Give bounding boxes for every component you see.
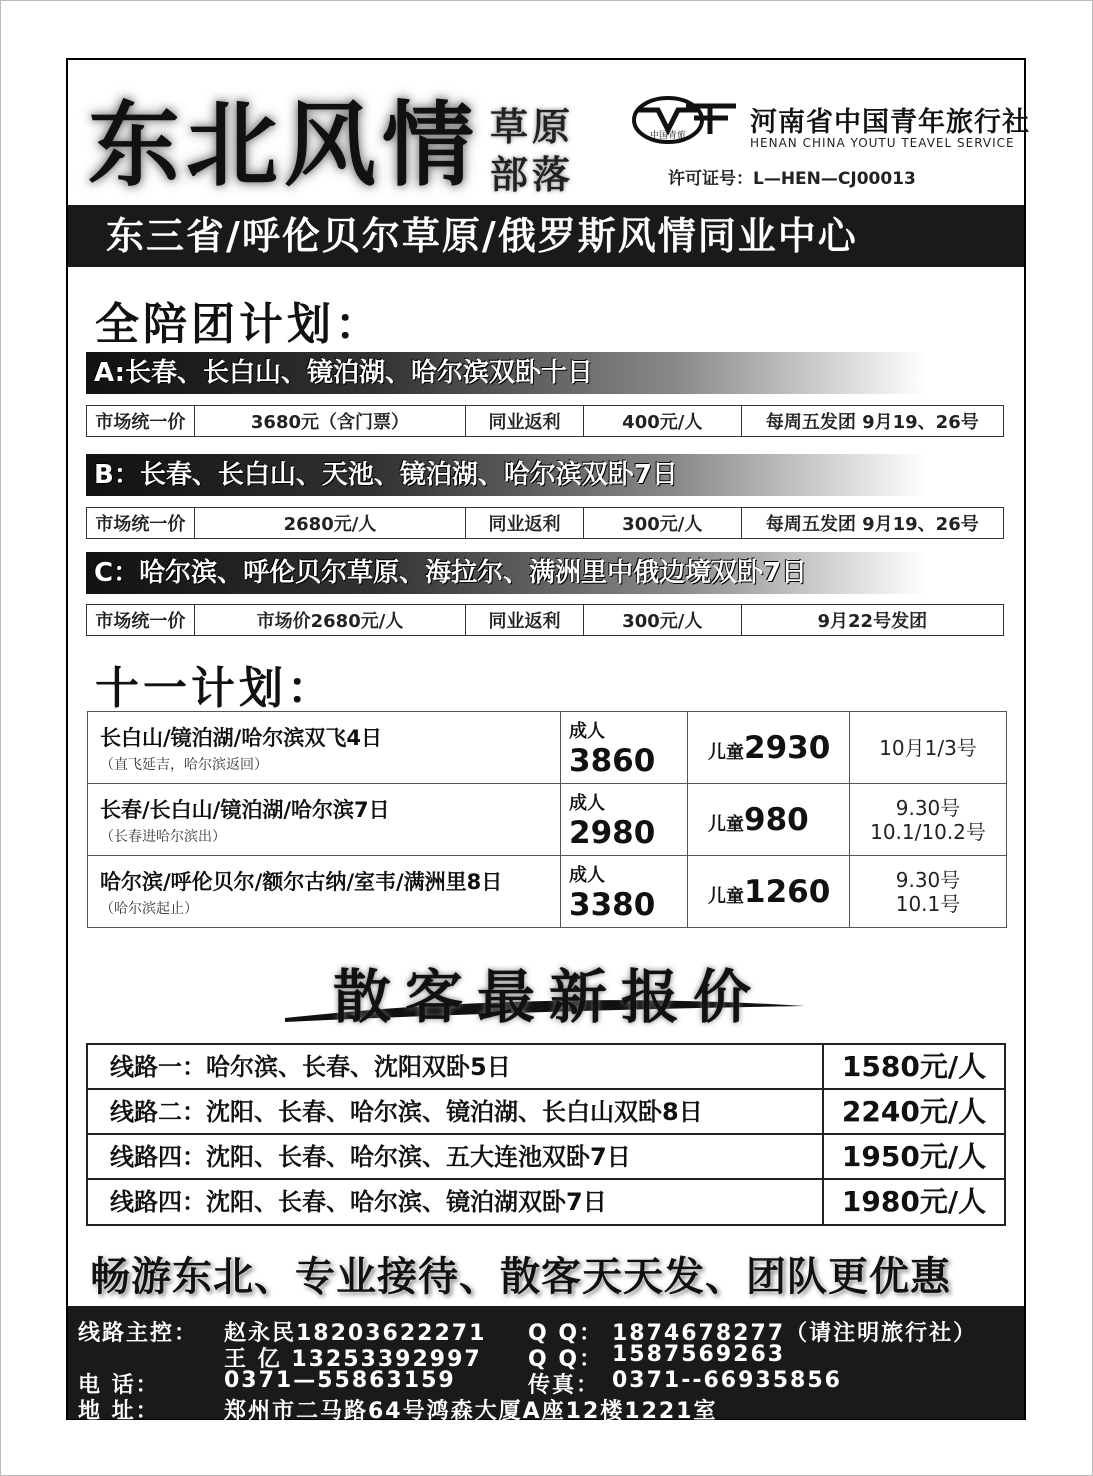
loose-price: 1950元/人	[841, 1140, 987, 1173]
agency-logo-icon	[628, 90, 738, 150]
departure-date: 9.30号	[895, 867, 961, 892]
table-row	[88, 1090, 1004, 1135]
child-price-cell	[688, 712, 850, 784]
license-number: 许可证号：L—HEN—CJ00013	[668, 169, 916, 189]
qq-1: 1874678277（请注明旅行社）	[612, 1321, 978, 1346]
adult-price-cell	[561, 856, 688, 928]
adult-price-cell	[561, 712, 688, 784]
child-price: 2930	[744, 729, 831, 766]
loose-price: 1980元/人	[841, 1185, 987, 1218]
contact-2: 王 亿 13253392997	[224, 1347, 482, 1372]
adult-price-cell	[561, 784, 688, 856]
loose-route: 线路一：哈尔滨、长春、沈阳双卧5日	[88, 1045, 824, 1088]
agency-english-name: HENAN CHINA YOUTU TEAVEL SERVICE	[750, 136, 1015, 150]
loose-price-table	[86, 1043, 1006, 1226]
route-note: （直飞延吉，哈尔滨返回）	[100, 756, 268, 773]
loose-route: 线路二：沈阳、长春、哈尔滨、镜泊湖、长白山双卧8日	[88, 1090, 824, 1133]
table-row	[88, 1135, 1004, 1180]
rebate-label: 同业返利	[466, 605, 584, 635]
market-price-label: 市场统一价	[87, 605, 195, 635]
contact-1: 赵永民18203622271	[224, 1321, 487, 1346]
full-escort-title: 全陪团计划：	[95, 299, 383, 350]
qq-2: 1587569263	[612, 1342, 786, 1367]
qq-label: Q Q：	[528, 1321, 604, 1346]
market-price: 市场价2680元/人	[195, 605, 466, 635]
adult-price: 2980	[569, 814, 656, 851]
table-row	[88, 784, 1007, 856]
adult-price: 3380	[569, 886, 656, 923]
market-price-label: 市场统一价	[87, 406, 195, 436]
child-price-cell	[688, 784, 850, 856]
route-name: 长白山/镜泊湖/哈尔滨双飞4日	[100, 725, 382, 750]
rebate-value: 400元/人	[584, 406, 742, 436]
child-price: 980	[744, 801, 809, 838]
route-b-bar: B：长春、长白山、天池、镜泊湖、哈尔滨双卧7日	[86, 454, 926, 496]
adult-label: 成人	[569, 720, 605, 742]
loose-title-block	[285, 950, 805, 1030]
route-a-bar: A:长春、长白山、镜泊湖、哈尔滨双卧十日	[86, 352, 926, 394]
departure-schedule: 9月22号发团	[817, 611, 928, 632]
fax-label: 传真：	[528, 1373, 601, 1398]
national-day-table	[87, 711, 1007, 928]
adult-label: 成人	[569, 792, 605, 814]
route-cell	[88, 856, 561, 928]
national-day-title: 十一计划：	[95, 663, 335, 714]
address: 郑州市二马路64号鸿森大厦A座12楼1221室	[224, 1399, 718, 1424]
route-control-label: 线路主控：	[78, 1321, 199, 1346]
child-label: 儿童	[708, 813, 744, 835]
departure-date: 10月1/3号	[879, 735, 977, 760]
phone-label: 电 话：	[78, 1373, 160, 1398]
qq-label-2: Q Q：	[528, 1347, 604, 1372]
route-a-price-row	[86, 405, 1004, 437]
route-note: （哈尔滨起止）	[100, 900, 198, 917]
subtitle-grassland: 草原	[490, 104, 575, 149]
logo-text: 中国青旅	[649, 131, 687, 141]
route-cell	[88, 712, 561, 784]
loose-price: 1580元/人	[841, 1050, 987, 1083]
loose-route: 线路四：沈阳、长春、哈尔滨、五大连池双卧7日	[88, 1135, 824, 1178]
loose-route: 线路四：沈阳、长春、哈尔滨、镜泊湖双卧7日	[88, 1180, 824, 1225]
agency-name: 河南省中国青年旅行社	[750, 107, 1030, 138]
loose-title: 散客最新报价	[333, 963, 766, 1031]
table-row	[88, 1045, 1004, 1090]
table-row	[88, 1180, 1004, 1225]
departure-schedule: 每周五发团 9月19、26号	[765, 412, 979, 433]
slogan: 畅游东北、专业接待、散客天天发、团队更优惠	[90, 1254, 951, 1300]
table-row	[88, 856, 1007, 928]
rebate-label: 同业返利	[466, 508, 584, 538]
child-price-cell	[688, 856, 850, 928]
departure-date: 9.30号	[895, 795, 961, 820]
center-banner: 东三省/呼伦贝尔草原/俄罗斯风情同业中心	[68, 205, 1024, 267]
route-c-bar: C：哈尔滨、呼伦贝尔草原、海拉尔、满洲里中俄边境双卧7日	[86, 552, 926, 594]
rebate-value: 300元/人	[584, 605, 742, 635]
adult-price: 3860	[569, 742, 656, 779]
route-cell	[88, 784, 561, 856]
departure-date-2: 10.1号	[895, 891, 961, 916]
flyer-title: 东北风情	[88, 91, 481, 199]
route-c-price-row	[86, 604, 1004, 636]
loose-price: 2240元/人	[841, 1095, 987, 1128]
subtitle-tribe: 部落	[490, 152, 575, 197]
child-price: 1260	[744, 873, 831, 910]
date-cell	[850, 712, 1007, 784]
route-note: （长春进哈尔滨出）	[100, 828, 226, 845]
fax-number: 0371--66935856	[612, 1368, 842, 1393]
date-cell	[850, 856, 1007, 928]
rebate-label: 同业返利	[466, 406, 584, 436]
table-row	[88, 712, 1007, 784]
adult-label: 成人	[569, 864, 605, 886]
rebate-value: 300元/人	[584, 508, 742, 538]
child-label: 儿童	[708, 885, 744, 907]
departure-date-2: 10.1/10.2号	[870, 819, 986, 844]
route-name: 长春/长白山/镜泊湖/哈尔滨7日	[100, 797, 390, 822]
date-cell	[850, 784, 1007, 856]
route-b-price-row	[86, 507, 1004, 539]
contact-footer	[68, 1306, 1024, 1424]
market-price: 2680元/人	[195, 508, 466, 538]
market-price-label: 市场统一价	[87, 508, 195, 538]
address-label: 地 址：	[78, 1399, 160, 1424]
phone-number: 0371—55863159	[224, 1368, 456, 1393]
market-price: 3680元（含门票）	[195, 406, 466, 436]
departure-schedule: 每周五发团 9月19、26号	[765, 514, 979, 535]
child-label: 儿童	[708, 741, 744, 763]
route-name: 哈尔滨/呼伦贝尔/额尔古纳/室韦/满洲里8日	[100, 869, 503, 894]
